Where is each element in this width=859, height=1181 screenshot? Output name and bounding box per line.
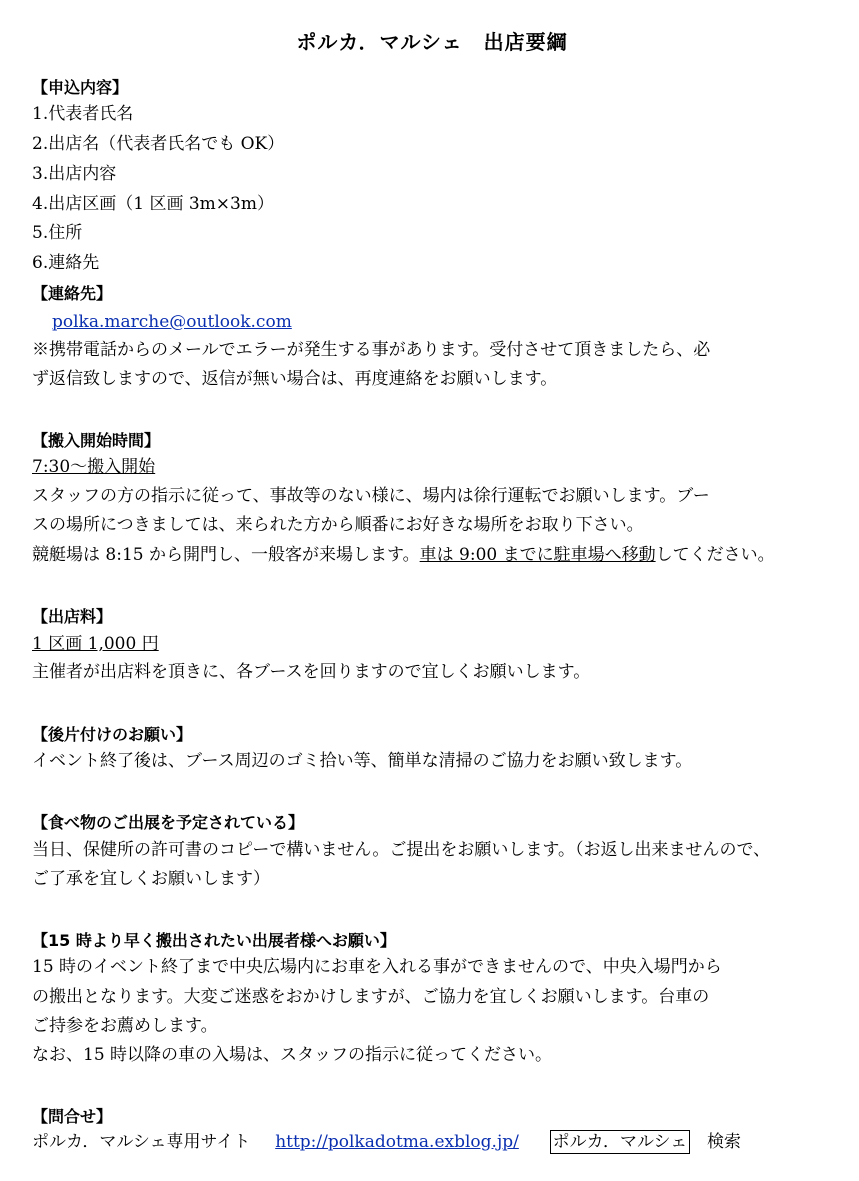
loadin-text [32,544,775,566]
fee-amount: 1 区画 1,000 円 [32,634,159,654]
inquiry-heading: 【問合せ】 [32,1107,113,1126]
site-url-link[interactable]: http://polkadotma.exblog.jp/ [275,1132,519,1152]
fee-heading: 【出店料】 [32,607,113,626]
contact-note: ※携帯電話からのメールでエラーが発生する事があります。受付させて頂きましたら、必 [32,340,711,360]
fee-text: 主催者が出店料を頂きに、各ブースを回りますので宜しくお願いします。 [32,662,591,682]
food-heading: 【食べ物のご出展を予定されている】 [32,813,305,832]
application-item: 3.出店内容 [32,164,117,184]
application-item: 5.住所 [32,223,83,243]
loadin-text: スタッフの方の指示に従って、事故等のない様に、場内は徐行運転でお願いします。ブー [32,486,710,506]
early-heading: 【15 時より早く搬出されたい出展者様へお願い】 [32,931,396,950]
application-item: 2.出店名（代表者氏名でも OK） [32,134,285,154]
loadin-time: 7:30～搬入開始 [32,457,156,477]
early-text: なお、15 時以降の車の入場は、スタッフの指示に従ってください。 [32,1045,553,1065]
application-heading: 【申込内容】 [32,78,129,97]
food-text: ご了承を宜しくお願いします） [32,869,270,889]
cleanup-text: イベント終了後は、ブース周辺のゴミ拾い等、簡単な清掃のご協力をお願い致します。 [32,751,693,771]
parking-deadline-notice: 車は 9:00 までに駐車場へ移動 [419,545,656,565]
page-title: ポルカ．マルシェ 出店要綱 [296,30,568,54]
site-label: ポルカ．マルシェ専用サイト [32,1132,251,1152]
cleanup-heading: 【後片付けのお願い】 [32,725,193,744]
early-text: の搬出となります。大変ご迷惑をおかけしますが、ご協力を宜しくお願いします。台車の [32,987,710,1007]
loadin-text-part: 競艇場は 8:15 から開門し、一般客が来場します。 [32,545,420,565]
application-item: 1.代表者氏名 [32,104,134,124]
food-text: 当日、保健所の許可書のコピーで構いません。ご提出をお願いします。（お返し出来ませんので、 [32,840,771,860]
loadin-heading: 【搬入開始時間】 [32,431,161,450]
application-item: 4.出店区画（1 区画 3m×3m） [32,194,274,214]
search-label: 検索 [707,1132,742,1152]
inquiry-line [32,1131,741,1153]
loadin-text-part: してください。 [655,545,775,565]
early-text: 15 時のイベント終了まで中央広場内にお車を入れる事ができませんので、中央入場門から [32,957,722,977]
early-text: ご持参をお薦めします。 [32,1016,218,1036]
application-item: 6.連絡先 [32,253,100,273]
contact-email-link[interactable]: polka.marche@outlook.com [52,312,292,332]
contact-heading: 【連絡先】 [32,284,113,303]
search-keyword-box: ポルカ．マルシェ [550,1130,691,1154]
loadin-text: スの場所につきましては、来られた方から順番にお好きな場所をお取り下さい。 [32,515,644,535]
contact-note: ず返信致しますので、返信が無い場合は、再度連絡をお願いします。 [32,369,558,389]
